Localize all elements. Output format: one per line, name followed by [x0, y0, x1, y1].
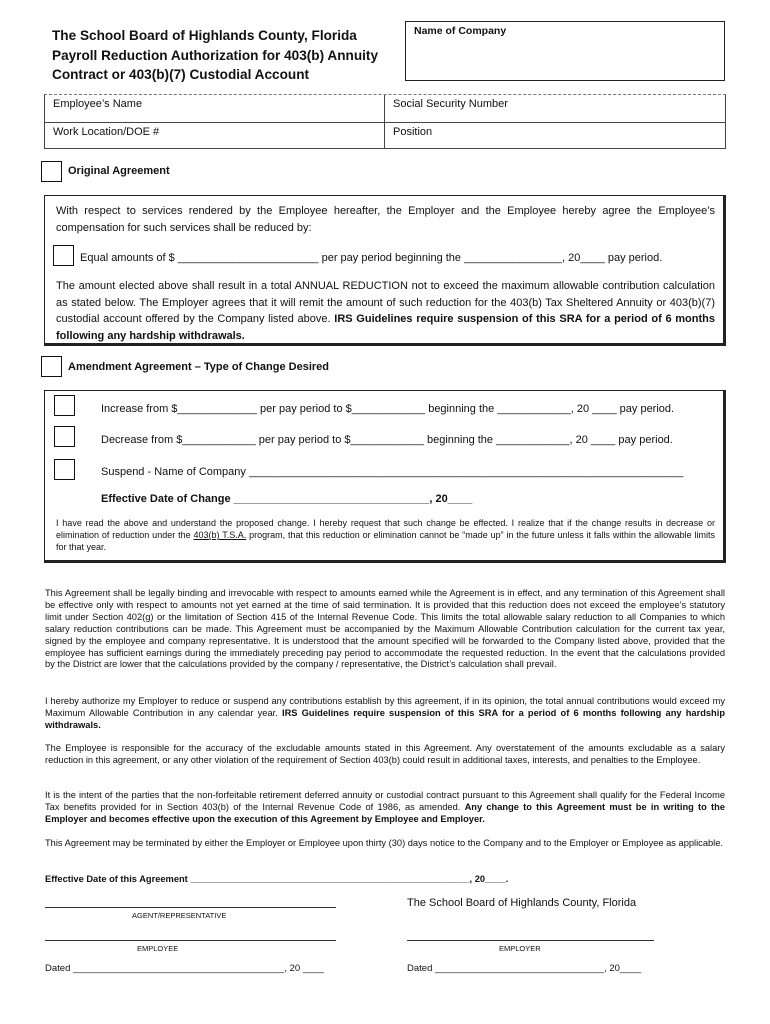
- terms-p4-text: It is the intent of the parties that the non-forfeitable retirement deferred annuity or custodial contract pursuant to this Agreement shall qualify for the Federal Income Tax benefits provided for in Section 403(b) of the Internal Revenue Code of 1986, as amended.: [45, 790, 725, 812]
- ack-text-1: I have read the above and understand the proposed change. I hereby request that such change be effected. I realize that if the change results in decrease or elimination of reduction under the: [56, 518, 715, 540]
- table-divider: [45, 122, 725, 123]
- decrease-line[interactable]: Decrease from $____________ per pay period to $____________ beginning the ____________, 20 ____ pay period.: [101, 434, 673, 446]
- original-agreement-checkbox[interactable]: [41, 161, 62, 182]
- employer-signature-line[interactable]: [407, 940, 654, 941]
- work-location-field[interactable]: Work Location/DOE #: [53, 126, 160, 138]
- acknowledgement-text: [56, 517, 715, 553]
- terms-paragraph-5: This Agreement may be terminated by either the Employer or Employee upon thirty (30) days notice to the Company and to the Employer or Employee as applicable.: [45, 838, 723, 848]
- agent-signature-line[interactable]: [45, 907, 336, 908]
- suspend-checkbox[interactable]: [54, 459, 75, 480]
- table-divider: [384, 95, 385, 148]
- employee-dated-line[interactable]: Dated ________________________________________, 20 ____: [45, 963, 324, 974]
- ack-tsa: 403(b) T.S.A.: [193, 530, 247, 540]
- title-line-3: Contract or 403(b)(7) Custodial Account: [52, 67, 310, 82]
- employee-info-table: [44, 94, 726, 149]
- amendment-agreement-label: Amendment Agreement – Type of Change Desired: [68, 361, 329, 373]
- equal-amounts-line[interactable]: Equal amounts of $ _______________________ per pay period beginning the ________________, 20____ pay period.: [80, 252, 663, 264]
- employee-signature-line[interactable]: [45, 940, 336, 941]
- reduction-paragraph-text: The amount elected above shall result in a total ANNUAL REDUCTION not to exceed the maximum allowable contribution calculation as stated below. The Employer agrees that it will remit the amount of such reduction for the 403(b) Tax Sheltered Annuity or 403(b)(7) custodial account offered by the Company listed above.: [56, 280, 715, 325]
- increase-checkbox[interactable]: [54, 395, 75, 416]
- agent-label: AGENT/REPRESENTATIVE: [132, 911, 227, 920]
- terms-paragraph-4: [45, 790, 725, 826]
- increase-line[interactable]: Increase from $_____________ per pay period to $____________ beginning the ____________, 20 ____ pay period.: [101, 403, 675, 415]
- company-name-label: Name of Company: [414, 25, 507, 37]
- equal-amounts-checkbox[interactable]: [53, 245, 74, 266]
- employee-name-field[interactable]: Employee’s Name: [53, 98, 143, 110]
- terms-p2-bold: IRS Guidelines require suspension of this SRA for a period of 6 months following any hardship withdrawals.: [45, 707, 725, 730]
- ack-text-2: program, that this reduction or elimination cannot be “made up” in the future unless it falls within the allowable limits for that year.: [56, 530, 715, 552]
- position-field[interactable]: Position: [393, 126, 433, 138]
- terms-paragraph-3: The Employee is responsible for the accuracy of the excludable amounts stated in this Agreement. Any overstatement of the amounts excludable as a salary reduction in this agreement, or any other violation of the requirement of Section 403(b) could result in additional taxes, interests, and penalties to the Employee.: [45, 743, 725, 765]
- amendment-agreement-checkbox[interactable]: [41, 356, 62, 377]
- school-board-name: The School Board of Highlands County, Florida: [407, 897, 637, 909]
- company-name-field[interactable]: [405, 21, 725, 81]
- decrease-checkbox[interactable]: [54, 426, 75, 447]
- title-line-1: The School Board of Highlands County, Florida: [52, 28, 357, 43]
- suspend-line[interactable]: Suspend - Name of Company _______________________________________________________________________: [101, 466, 684, 478]
- employee-label: EMPLOYEE: [137, 944, 179, 953]
- employer-label: EMPLOYER: [499, 944, 541, 953]
- terms-paragraph-1: This Agreement shall be legally binding and irrevocable with respect to amounts earned while the Agreement is in effect, and any termination of this Agreement shall be effective only with respect to amounts not yet earned at the time of said termination. It is provided that this reduction does not exceed the employee’s statutory limit under Section 402(g) or the limitation of Section 415 of the Internal Revenue Code. This limits the total allowable salary reduction to all Companies to which salary reduction contributions can be made. This Agreement must be accompanied by the Maximum Allowable Contribution calculation for the current tax year, signed by the employee and company representative. It is understood that the amount specified will be forwarded to the Company listed above, provided that the employee has sufficient earnings during the immediately preceding pay period to accommodate the requested reduction. In the event that the calculations provided by the District are lower that the calculations provided by the company / representative, the District’s calculation shall prevail.: [45, 588, 725, 670]
- effective-date-change-line[interactable]: Effective Date of Change ________________________________, 20____: [101, 493, 473, 505]
- ssn-field[interactable]: Social Security Number: [393, 98, 508, 110]
- terms-p2-text: I hereby authorize my Employer to reduce or suspend any contributions establish by this agreement, if in its opinion, the total annual contributions would exceed my Maximum Allowable Contribution in any calendar year.: [45, 696, 725, 718]
- original-agreement-label: Original Agreement: [68, 165, 170, 177]
- effective-date-agreement-line[interactable]: Effective Date of this Agreement ______________________________________________________, 20____.: [45, 874, 509, 884]
- original-intro-text: With respect to services rendered by the Employee hereafter, the Employer and the Employee hereby agree the Employee’s compensation for such services shall be reduced by:: [56, 205, 715, 234]
- employer-dated-line[interactable]: Dated ________________________________, 20____: [407, 963, 642, 974]
- title-line-2: Payroll Reduction Authorization for 403(b) Annuity: [52, 47, 379, 63]
- hardship-notice: IRS Guidelines require suspension of this SRA for a period of 6 months following any hardship withdrawals.: [56, 313, 715, 342]
- reduction-paragraph: [56, 278, 715, 344]
- terms-paragraph-2: [45, 696, 725, 732]
- form-title: [52, 26, 402, 85]
- terms-p4-bold: Any change to this Agreement must be in writing to the Employer and becomes effective upon the execution of this Agreement by Employee and Employer.: [45, 801, 725, 824]
